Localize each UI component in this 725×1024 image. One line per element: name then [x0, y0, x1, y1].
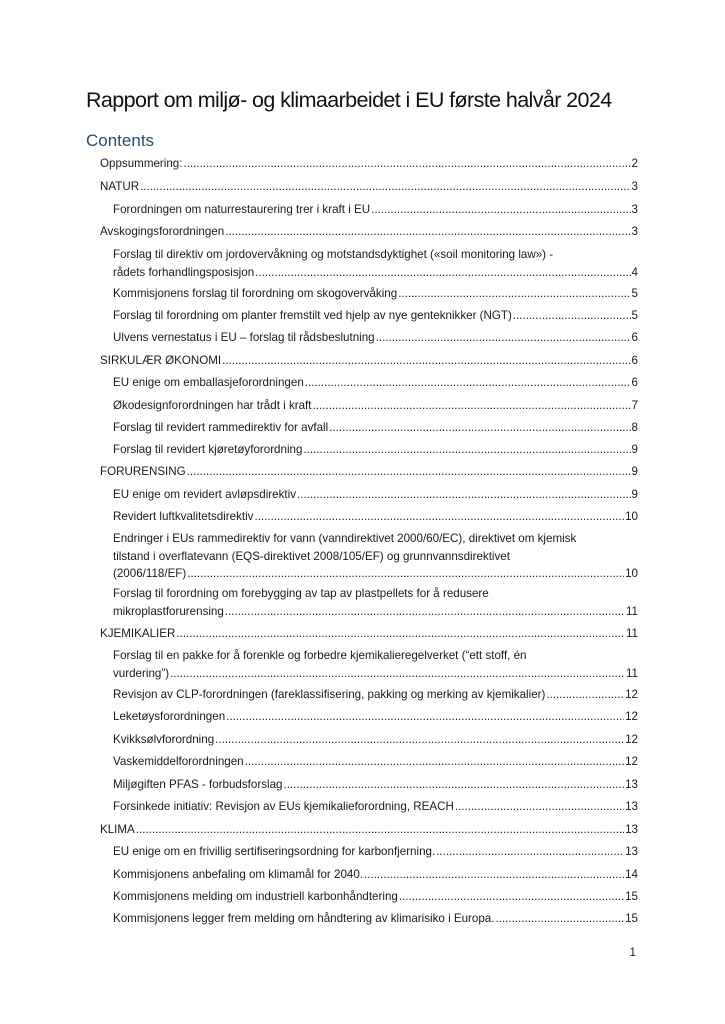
- toc-page-number: 13: [625, 800, 638, 813]
- toc-entry-subsection[interactable]: [113, 843, 638, 861]
- toc-entry-subsection[interactable]: [113, 686, 638, 704]
- toc-entry-subsection[interactable]: [113, 307, 638, 325]
- toc-entry-label: EU enige om revidert avløpsdirektiv: [113, 488, 296, 501]
- toc-entry-line: [113, 843, 638, 861]
- toc-page-number: 7: [631, 399, 638, 412]
- toc-entry-label: Økodesignforordningen har trådt i kraft: [113, 399, 312, 412]
- toc-entry-label: Kommisjonens legger frem melding om håndtering av klimarisiko i Europa.: [113, 912, 495, 925]
- toc-entry-subsection[interactable]: [113, 374, 638, 392]
- toc-entry-subsection[interactable]: [113, 647, 638, 682]
- toc-entry-label: (2006/118/EF): [113, 567, 187, 580]
- toc-entry-label: Miljøgiften PFAS - forbudsforslag: [113, 778, 283, 791]
- toc-entry-text-line: tilstand i overflatevann (EQS-direktivet 2008/105/EF) og grunnvannsdirektivet: [113, 549, 510, 563]
- toc-page-number: 12: [625, 710, 638, 723]
- toc-dot-leader: [136, 821, 624, 839]
- toc-dot-leader: [546, 686, 624, 704]
- toc-entry-line: [100, 463, 638, 481]
- toc-entry-text-line: Forslag til direktiv om jordovervåkning og motstandsdyktighet («soil monitoring law») -: [113, 248, 554, 261]
- toc-entry-subsection[interactable]: [113, 397, 638, 415]
- toc-page-number: 15: [625, 912, 638, 925]
- toc-dot-leader: [255, 264, 630, 282]
- toc-entry-text-lines: [113, 585, 638, 603]
- toc-entry-line: [100, 821, 638, 839]
- toc-entry-subsection[interactable]: [113, 508, 638, 526]
- toc-dot-leader: [364, 866, 624, 884]
- toc-entry-line: [113, 866, 638, 884]
- toc-page-number: 6: [631, 354, 638, 367]
- toc-entry-label: KLIMA: [100, 823, 135, 836]
- toc-page-number: 9: [631, 488, 638, 501]
- toc-entry-line: [113, 508, 638, 526]
- toc-entry-subsection[interactable]: [113, 798, 638, 816]
- toc-entry-subsection[interactable]: [113, 866, 638, 884]
- toc-page-number: 3: [631, 180, 638, 193]
- toc-entry-line: [113, 776, 638, 794]
- toc-entry-section[interactable]: [100, 178, 638, 196]
- toc-entry-label: Kvikksølvforordning: [113, 733, 215, 746]
- toc-entry-subsection[interactable]: [113, 731, 638, 749]
- toc-dot-leader: [245, 753, 624, 771]
- toc-entry-subsection[interactable]: [113, 530, 638, 583]
- toc-entry-label: rådets forhandlingsposisjon: [113, 265, 255, 279]
- toc-page-number: 4: [631, 265, 638, 279]
- toc-entry-section[interactable]: [100, 625, 638, 643]
- toc-entry-label: EU enige om en frivillig sertifiseringsordning for karbonfjerning.: [113, 845, 436, 858]
- toc-entry-subsection[interactable]: [113, 201, 638, 219]
- toc-entry-label: Forslag til revidert kjøretøyforordning: [113, 443, 303, 456]
- toc-entry-line: [100, 625, 638, 643]
- toc-entry-label: Revidert luftkvalitetsdirektiv: [113, 510, 254, 523]
- toc-page-number: 11: [625, 627, 638, 640]
- toc-page-number: 13: [625, 845, 638, 858]
- toc-entry-line: [113, 708, 638, 726]
- toc-entry-text-lines: [113, 530, 638, 565]
- toc-entry-subsection[interactable]: [113, 776, 638, 794]
- toc-page-number: 13: [625, 823, 638, 836]
- toc-entry-label: Forslag til revidert rammedirektiv for avfall: [113, 421, 329, 434]
- toc-entry-text-lines: [113, 647, 638, 665]
- toc-entry-line: [113, 665, 638, 683]
- toc-dot-leader: [226, 708, 624, 726]
- toc-entry-label: FORURENSING: [100, 465, 186, 478]
- toc-entry-subsection[interactable]: [113, 285, 638, 303]
- toc-dot-leader: [436, 843, 624, 861]
- toc-entry-section[interactable]: [100, 223, 638, 241]
- toc-entry-section[interactable]: [100, 155, 638, 173]
- toc-entry-subsection[interactable]: [113, 246, 638, 281]
- toc-dot-leader: [399, 888, 624, 906]
- toc-entry-label: Revisjon av CLP-forordningen (fareklassifisering, pakking og merking av kjemikalier): [113, 688, 546, 701]
- toc-entry-subsection[interactable]: [113, 419, 638, 437]
- toc-page-number: 11: [625, 666, 638, 680]
- toc-entry-line: [113, 374, 638, 392]
- page-number: 1: [629, 946, 636, 959]
- toc-entry-label: Vaskemiddelforordningen: [113, 755, 244, 768]
- toc-dot-leader: [176, 625, 625, 643]
- toc-dot-leader: [371, 201, 630, 219]
- toc-entry-label: SIRKULÆR ØKONOMI: [100, 354, 222, 367]
- toc-entry-line: [113, 910, 638, 928]
- toc-page-number: 5: [631, 309, 638, 322]
- toc-dot-leader: [513, 307, 631, 325]
- toc-dot-leader: [283, 776, 624, 794]
- toc-entry-label: Leketøysforordningen: [113, 710, 226, 723]
- toc-entry-subsection[interactable]: [113, 708, 638, 726]
- toc-entry-line: [113, 798, 638, 816]
- toc-page-number: 3: [631, 203, 638, 216]
- toc-page-number: 12: [625, 688, 638, 701]
- toc-entry-section[interactable]: [100, 821, 638, 839]
- toc-entry-line: [113, 397, 638, 415]
- toc-page-number: 13: [625, 778, 638, 791]
- toc-dot-leader: [254, 508, 624, 526]
- toc-entry-line: [113, 603, 638, 621]
- toc-dot-leader: [187, 463, 631, 481]
- toc-entry-label: EU enige om emballasjeforordningen: [113, 376, 304, 389]
- toc-dot-leader: [398, 285, 630, 303]
- toc-entry-line: [113, 264, 638, 282]
- toc-entry-line: [113, 329, 638, 347]
- toc-page-number: 14: [625, 868, 638, 881]
- toc-dot-leader: [225, 603, 625, 621]
- toc-entry-label: Forordningen om naturrestaurering trer i kraft i EU: [113, 203, 371, 216]
- toc-entry-label: vurdering”): [113, 666, 170, 680]
- toc-dot-leader: [376, 329, 631, 347]
- toc-entry-label: Ulvens vernestatus i EU – forslag til rådsbeslutning: [113, 331, 375, 344]
- toc-entry-subsection[interactable]: [113, 888, 638, 906]
- toc-page-number: 12: [625, 755, 638, 768]
- toc-entry-label: Forslag til forordning om planter fremstilt ved hjelp av nye genteknikker (NGT): [113, 309, 512, 322]
- toc-entry-line: [113, 307, 638, 325]
- toc-entry-subsection[interactable]: [113, 910, 638, 928]
- toc-page-number: 12: [625, 733, 638, 746]
- toc-entry-subsection[interactable]: [113, 753, 638, 771]
- toc-entry-line: [100, 352, 638, 370]
- toc-dot-leader: [313, 397, 631, 415]
- toc-dot-leader: [170, 665, 625, 683]
- toc-entry-label: Kommisjonens anbefaling om klimamål for 2040.: [113, 868, 364, 881]
- toc-dot-leader: [329, 419, 630, 437]
- toc-entry-text-line: Endringer i EUs rammedirektiv for vann (vanndirektivet 2000/60/EC), direktivet om kjemisk: [113, 532, 577, 545]
- toc-page-number: 9: [631, 465, 638, 478]
- toc-entry-label: KJEMIKALIER: [100, 627, 176, 640]
- toc-dot-leader: [305, 374, 631, 392]
- toc-entry-label: Kommisjonens melding om industriell karbonhåndtering: [113, 890, 398, 903]
- toc-entry-subsection[interactable]: [113, 329, 638, 347]
- toc-page-number: 8: [631, 421, 638, 434]
- toc-entry-line: [113, 731, 638, 749]
- document-title: Rapport om miljø- og klimaarbeidet i EU første halvår 2024: [86, 88, 612, 112]
- toc-entry-line: [113, 753, 638, 771]
- toc-page-number: 6: [631, 331, 638, 344]
- toc-page-number: 3: [631, 225, 638, 238]
- toc-entry-label: Forsinkede initiativ: Revisjon av EUs kjemikalieforordning, REACH: [113, 800, 454, 813]
- toc-entry-line: [113, 888, 638, 906]
- toc-page-number: 5: [631, 287, 638, 300]
- toc-entry-line: [113, 441, 638, 459]
- toc-page-number: 9: [631, 443, 638, 456]
- toc-entry-section[interactable]: [100, 352, 638, 370]
- toc-page-number: 10: [625, 510, 638, 523]
- toc-entry-line: [113, 285, 638, 303]
- toc-entry-label: Avskogingsforordningen: [100, 225, 225, 238]
- toc-entry-line: [113, 565, 638, 583]
- toc-entry-subsection[interactable]: [113, 441, 638, 459]
- toc-entry-subsection[interactable]: [113, 486, 638, 504]
- toc-page-number: 11: [625, 604, 638, 618]
- toc-entry-label: mikroplastforurensing: [113, 604, 224, 618]
- toc-entry-text-lines: [113, 246, 638, 264]
- toc-dot-leader: [215, 731, 624, 749]
- toc-dot-leader: [140, 178, 630, 196]
- toc-entry-line: [100, 178, 638, 196]
- toc-entry-text-line: Forslag til forordning om forebygging av tap av plastpellets for å redusere: [113, 587, 489, 600]
- toc-page-number: 15: [625, 890, 638, 903]
- toc-dot-leader: [495, 910, 624, 928]
- toc-entry-line: [100, 155, 638, 173]
- toc-dot-leader: [303, 441, 630, 459]
- toc-entry-label: Oppsummering:: [100, 157, 183, 170]
- toc-page-number: 2: [631, 157, 638, 170]
- contents-heading: Contents: [86, 131, 155, 150]
- toc-entry-section[interactable]: [100, 463, 638, 481]
- toc-entry-line: [100, 223, 638, 241]
- toc-dot-leader: [183, 155, 630, 173]
- toc-dot-leader: [187, 565, 624, 583]
- toc-entry-line: [113, 201, 638, 219]
- toc-page-number: 6: [631, 376, 638, 389]
- toc-entry-label: NATUR: [100, 180, 140, 193]
- toc-page-number: 10: [625, 567, 638, 580]
- toc-dot-leader: [297, 486, 631, 504]
- toc-entry-line: [113, 419, 638, 437]
- toc-entry-line: [113, 686, 638, 704]
- toc-entry-line: [113, 486, 638, 504]
- toc-dot-leader: [225, 223, 630, 241]
- toc-entry-text-line: Forslag til en pakke for å forenkle og forbedre kjemikalieregelverket (“ett stoff, én: [113, 649, 527, 662]
- toc-entry-subsection[interactable]: [113, 585, 638, 620]
- toc-dot-leader: [455, 798, 624, 816]
- toc-entry-label: Kommisjonens forslag til forordning om skogovervåking: [113, 287, 398, 300]
- toc-dot-leader: [222, 352, 630, 370]
